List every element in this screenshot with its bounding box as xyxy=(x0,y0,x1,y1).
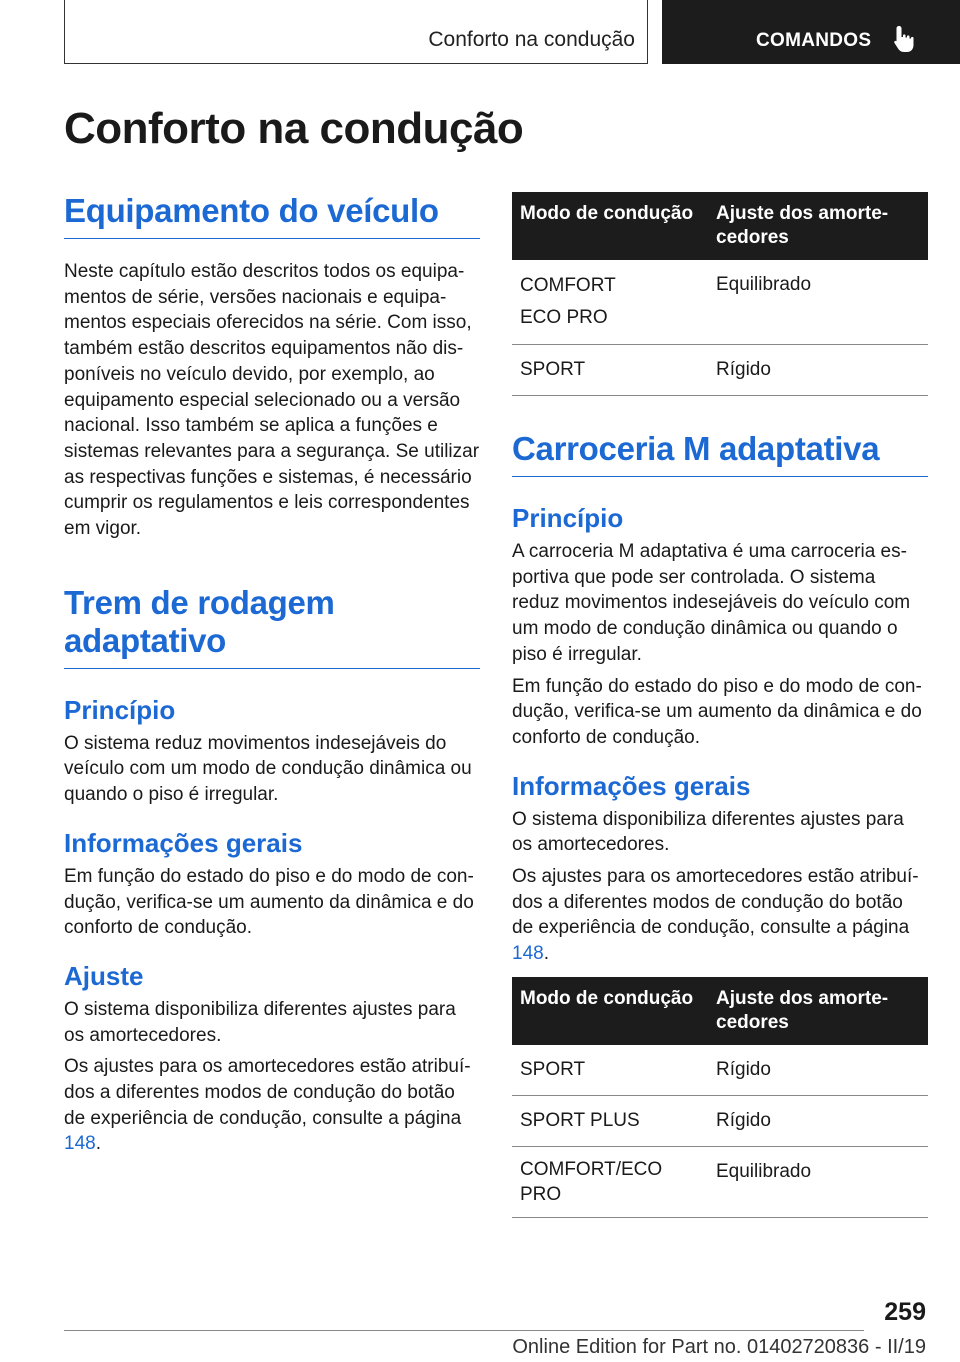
footer-edition: Online Edition for Part no. 01402720836 - II/19 xyxy=(512,1336,926,1358)
table-header-row xyxy=(512,977,928,1045)
table-cell: Equilibrado xyxy=(708,1146,928,1217)
table-cell-line: COMFORT xyxy=(520,275,616,296)
table-header-cell: Ajuste dos amortecedores xyxy=(708,192,928,260)
page-title: Conforto na condução xyxy=(64,104,524,153)
header-chapter-tab xyxy=(662,0,960,64)
heading-principio-right: Princípio xyxy=(512,503,624,533)
page-link-148-left[interactable]: 148 xyxy=(64,1133,96,1155)
table-row xyxy=(512,1045,928,1096)
heading-trem-rodagem: Trem de rodagem adaptativo xyxy=(64,584,480,669)
table-header-cell: Modo de condução xyxy=(512,977,708,1045)
table-cell-line: ECO PRO xyxy=(520,307,608,328)
paragraph-info-left: Em função do estado do piso e do modo de condução, verifica-se um aumento da dinâmica e do conforto de condução. xyxy=(64,865,474,939)
heading-equipamento: Equipamento do veículo xyxy=(64,192,480,239)
table-cell: SPORT xyxy=(512,1045,708,1096)
hand-pointer-icon xyxy=(892,24,918,54)
paragraph-info-right-1: O sistema disponibiliza diferentes ajustes para os amortecedores. xyxy=(512,808,904,856)
table-header-cell: Modo de condução xyxy=(512,192,708,260)
info-text: Os ajustes para os amortecedores estão atribuídos a diferentes modos de condução do botão de experiência de condução, consulte a página xyxy=(512,866,919,939)
table-cell: COMFORT/ECO PRO xyxy=(512,1146,708,1217)
heading-principio-left: Princípio xyxy=(64,694,176,725)
footer-divider xyxy=(64,1330,864,1331)
table-cell: Rígido xyxy=(708,1095,928,1146)
page-number: 259 xyxy=(884,1298,926,1326)
table-cell: SPORT xyxy=(512,345,708,396)
table-row xyxy=(512,1146,928,1217)
header-section-title: Conforto na condução xyxy=(428,28,635,51)
table-row xyxy=(512,345,928,396)
heading-info-right: Informações gerais xyxy=(512,770,751,801)
table-header-cell: Ajuste dos amortecedores xyxy=(708,977,928,1045)
paragraph-equipamento: Neste capítulo estão descritos todos os equipamentos de série, versões nacionais e equipamentos especiais oferecidos na série. Com isso, também estão descritos equipamentos não disponíveis no veículo devido, por exemplo, ao equipamento especial selecionado ou a versão nacional. Isso também se aplica a funções e sistemas relevantes para a segurança. Se utilizar as respectivas funções e sistemas, é necessário cumprir os regulamentos e leis correspondentes em vigor. xyxy=(64,261,480,540)
paragraph-principio-right-2: Em função do estado do piso e do modo de condução, verifica-se um aumento da dinâmica e do conforto de condução. xyxy=(512,675,922,748)
table-row xyxy=(512,260,928,345)
table-cell xyxy=(512,260,708,345)
left-column xyxy=(64,192,480,1157)
paragraph-principio-left: O sistema reduz movimentos indesejáveis do veículo com um modo de condução dinâmica ou quando o piso é irregular. xyxy=(64,732,472,806)
table-dampers-2 xyxy=(512,977,928,1218)
paragraph-info-right-2 xyxy=(512,864,928,967)
table-cell: Rígido xyxy=(708,345,928,396)
table-cell: Rígido xyxy=(708,1045,928,1096)
info-period: . xyxy=(543,943,549,965)
header-section-box xyxy=(64,0,648,64)
table-header-row xyxy=(512,192,928,260)
table-row xyxy=(512,1095,928,1146)
table-cell: SPORT PLUS xyxy=(512,1095,708,1146)
paragraph-ajuste-1: O sistema disponibiliza diferentes ajustes para os amortecedores. xyxy=(64,998,456,1046)
heading-carroceria: Carroceria M adaptativa xyxy=(512,430,928,477)
paragraph-ajuste-2 xyxy=(64,1054,480,1157)
page-link-148-right[interactable]: 148 xyxy=(512,943,544,965)
header-chapter-label: COMANDOS xyxy=(756,30,872,51)
table-dampers-1 xyxy=(512,192,928,396)
ajuste-text: Os ajustes para os amortecedores estão atribuídos a diferentes modos de condução do botão de experiência de condução, consulte a página xyxy=(64,1056,471,1129)
paragraph-principio-right-1: A carroceria M adaptativa é uma carroceria esportiva que pode ser controlada. O sistema reduz movimentos indesejáveis do veículo com um modo de condução dinâmica ou quando o piso é irregular. xyxy=(512,541,911,665)
heading-info-left: Informações gerais xyxy=(64,827,303,858)
right-column xyxy=(512,192,928,1218)
heading-ajuste: Ajuste xyxy=(64,960,144,991)
ajuste-period: . xyxy=(95,1133,101,1155)
table-cell: Equilibrado xyxy=(708,260,928,345)
